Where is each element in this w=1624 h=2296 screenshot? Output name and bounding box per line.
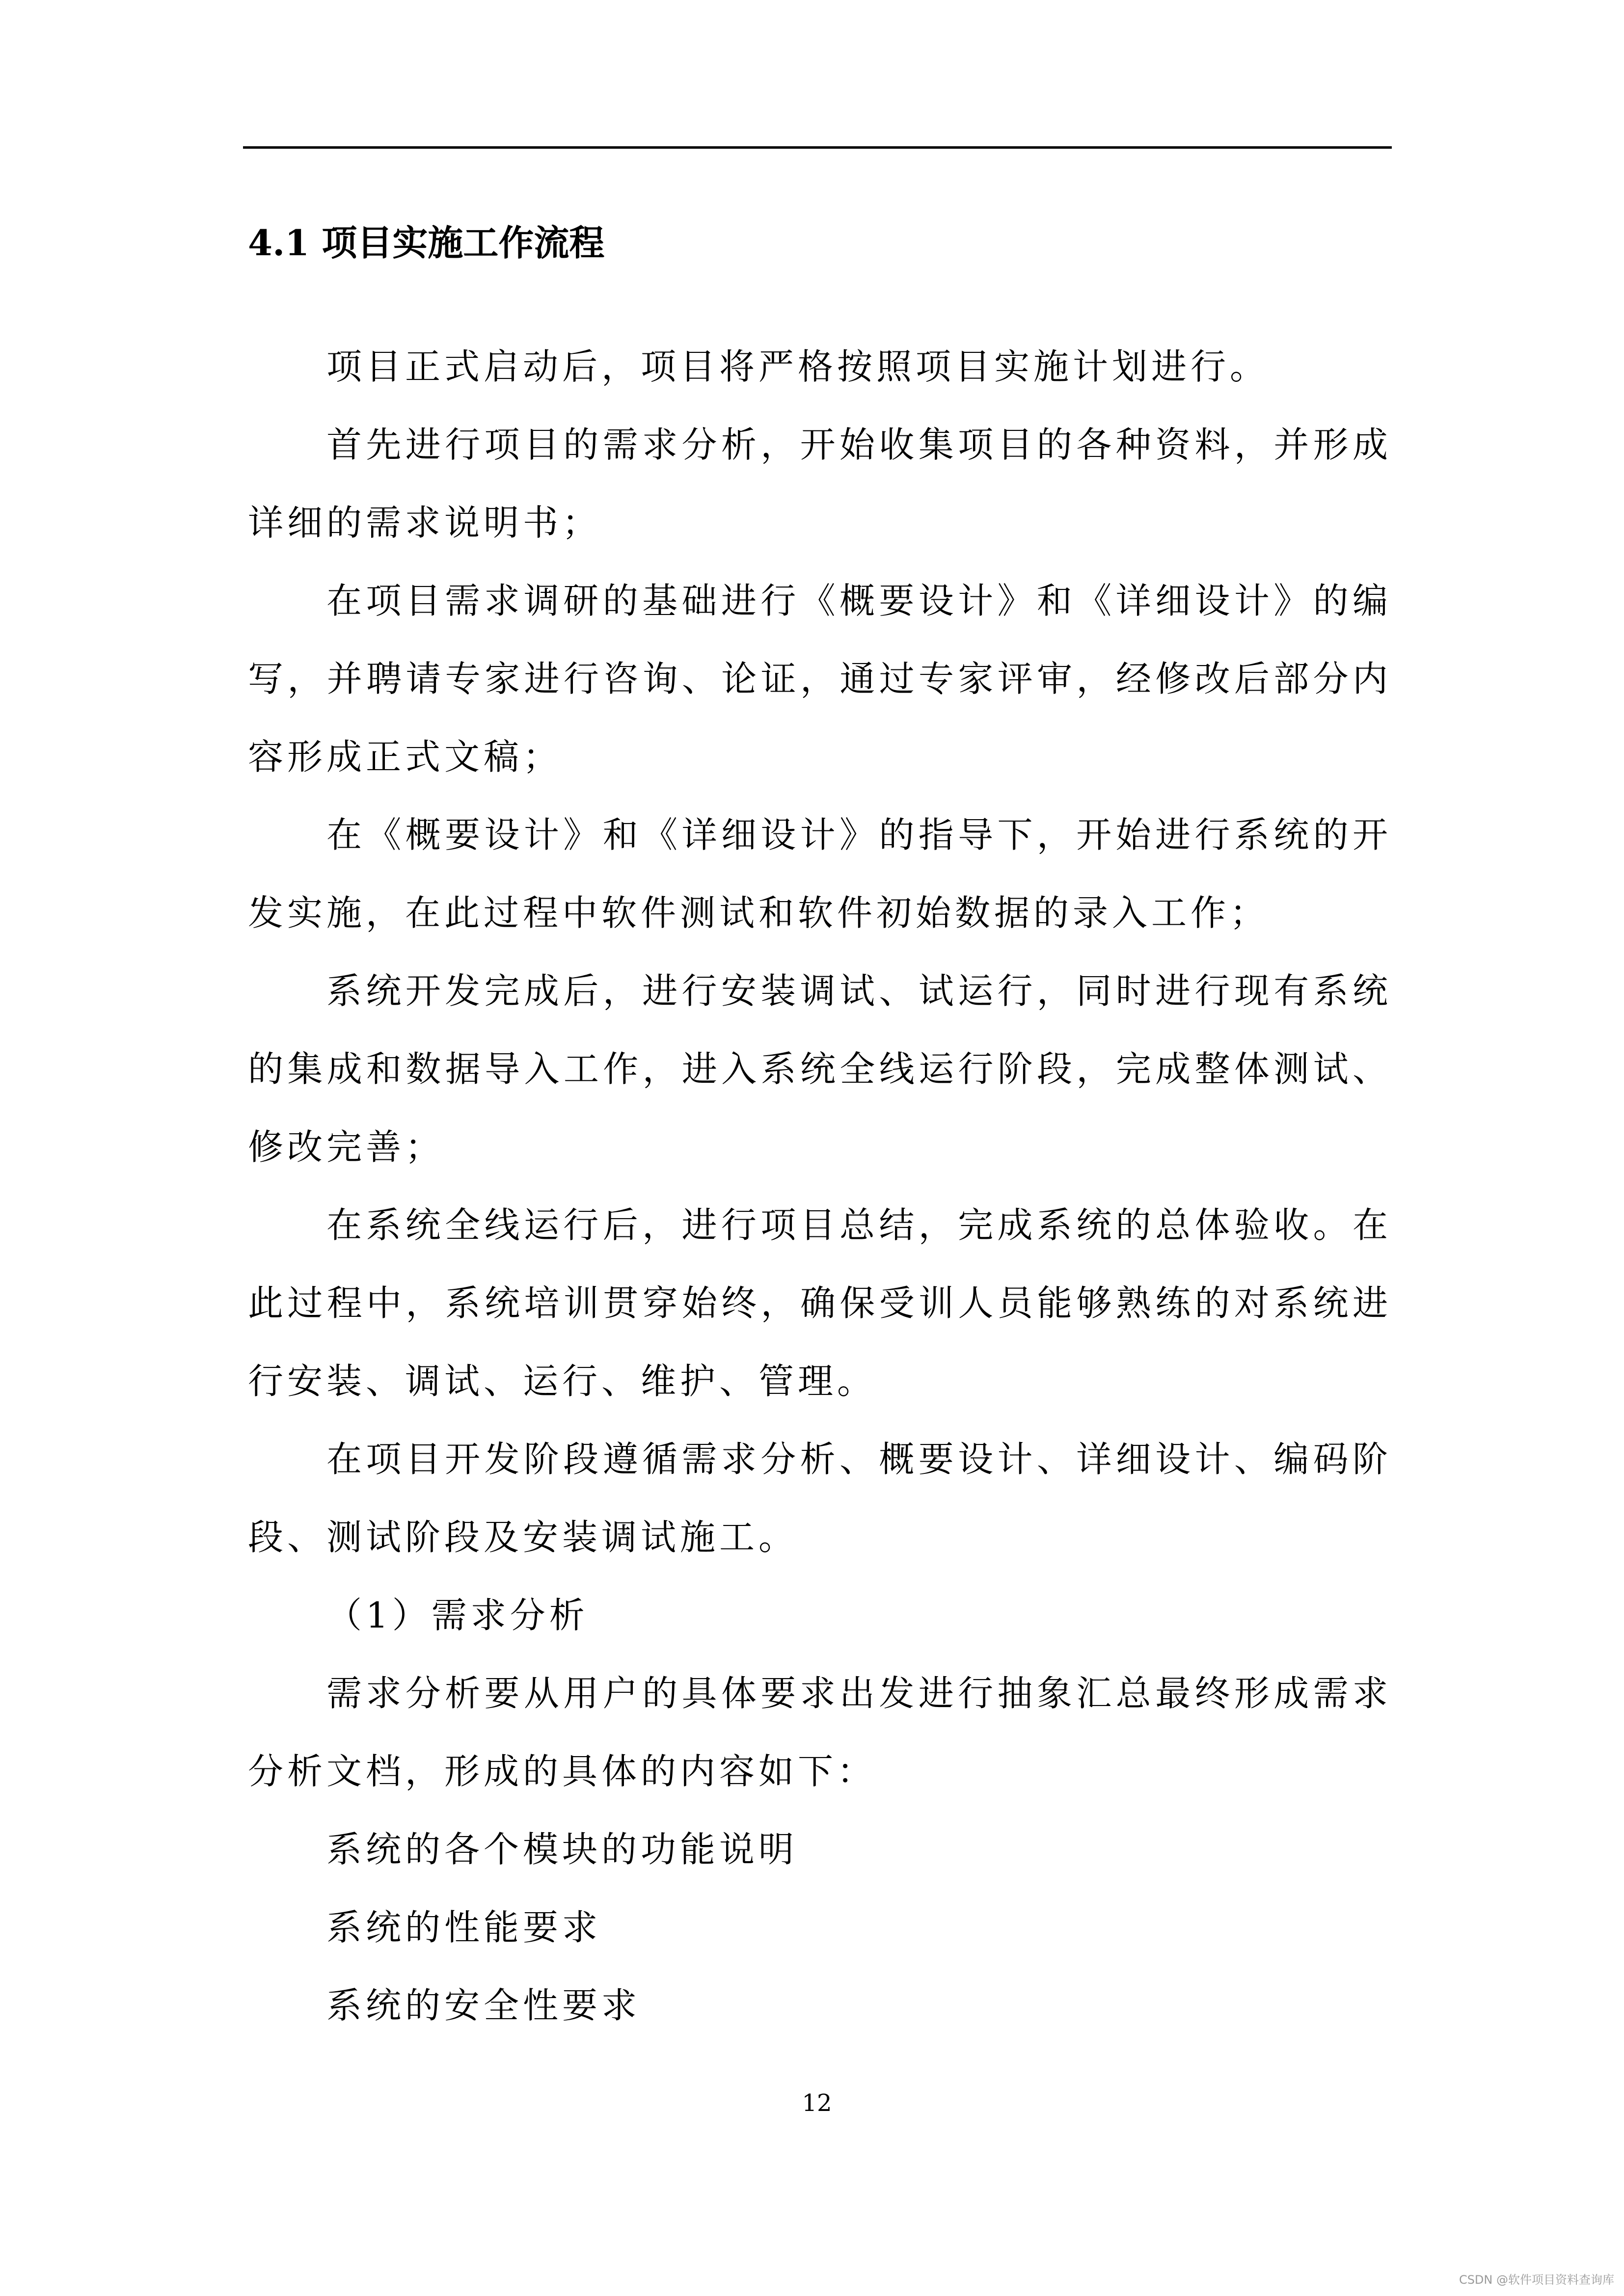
paragraph-project-acceptance: 在系统全线运行后，进行项目总结，完成系统的总体验收。在此过程中，系统培训贯穿始终，确保受训人员能够熟练的对系统进行安装、调试、运行、维护、管理。 [248, 1204, 1392, 1402]
page-number: 12 [802, 2089, 832, 2117]
list-item-security: 系统的安全性要求 [326, 1985, 641, 2026]
paragraph-installation-testing: 系统开发完成后，进行安装调试、试运行，同时进行现有系统的集成和数据导入工作，进入系统全线运行阶段，完成整体测试、修改完善； [248, 970, 1392, 1168]
paragraph-development-phases: 在项目开发阶段遵循需求分析、概要设计、详细设计、编码阶段、测试阶段及安装调试施工。 [248, 1439, 1392, 1558]
paragraph-project-start: 项目正式启动后，项目将严格按照项目实施计划进行。 [326, 346, 1270, 387]
paragraph-development-implementation: 在《概要设计》和《详细设计》的指导下，开始进行系统的开发实施，在此过程中软件测试和软件初始数据的录入工作； [248, 814, 1392, 934]
paragraph-requirements-document: 需求分析要从用户的具体要求出发进行抽象汇总最终形成需求分析文档，形成的具体的内容如下： [248, 1673, 1392, 1792]
list-item-module-functions: 系统的各个模块的功能说明 [326, 1829, 798, 1870]
list-item-performance: 系统的性能要求 [326, 1907, 602, 1948]
subsection-label: （1）需求分析 [326, 1595, 589, 1636]
section-heading: 4.1 项目实施工作流程 [248, 222, 605, 264]
paragraph-requirements-analysis: 首先进行项目的需求分析，开始收集项目的各种资料，并形成详细的需求说明书； [248, 424, 1392, 543]
paragraph-design-documents: 在项目需求调研的基础进行《概要设计》和《详细设计》的编写，并聘请专家进行咨询、论证，通过专家评审，经修改后部分内容形成正式文稿； [248, 580, 1392, 777]
header-rule [243, 146, 1392, 149]
watermark: CSDN @软件项目资料查询库 [1459, 2273, 1614, 2287]
document-body [248, 328, 1392, 2045]
